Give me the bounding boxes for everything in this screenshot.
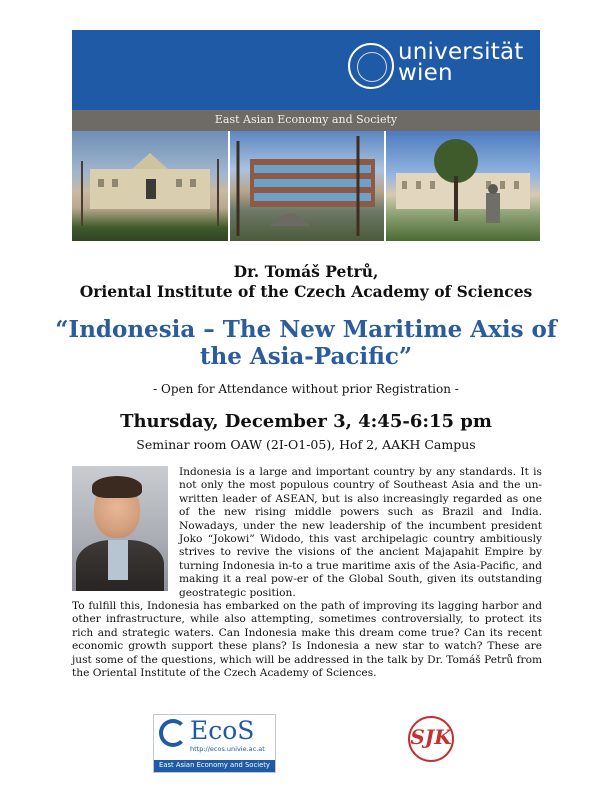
event-venue: Seminar room OAW (2I-O1-05), Hof 2, AAKH Campus bbox=[136, 437, 476, 452]
portrait-shirt bbox=[108, 540, 128, 580]
program-name: East Asian Economy and Society bbox=[214, 113, 398, 126]
speaker-block bbox=[0, 262, 612, 302]
campus-photo-statue-courtyard bbox=[386, 131, 540, 241]
attendance-note: - Open for Attendance without prior Registration - bbox=[153, 382, 459, 396]
university-name: universität wien bbox=[398, 39, 524, 86]
talk-title: “Indonesia – The New Maritime Axis of the Asia-Pacific” bbox=[55, 316, 557, 370]
ecos-logo-name: EcoS bbox=[190, 716, 255, 745]
sjk-emblem-mark: SJK bbox=[410, 725, 452, 749]
portrait-hair bbox=[92, 476, 142, 498]
event-datetime: Thursday, December 3, 4:45-6:15 pm bbox=[120, 411, 492, 432]
abstract-paragraph-1: Indonesia is a large and important country by any standards. It is not only the most populous country of Southeast Asia and the un-written leader of ASEAN, but is also increasingly regarded as one of the new rising middle powers such as Brazil and India. Nowadays, under the new leadership of the incumbent president Joko “Jokowi” Widodo, this vast archipelagic country ambitiously strives to revive the visions of the ancient Majapahit Empire by turning Indonesia in-to a true maritime axis of the Asia-Pacific, and making it a real pow-er of the Global South, given its outstanding geostrategic position. bbox=[179, 466, 542, 599]
campus-photo-modern-building-art bbox=[230, 131, 384, 241]
campus-photo-courtyard-art bbox=[72, 131, 228, 241]
university-seal-icon bbox=[348, 43, 394, 89]
ecos-swirl-icon bbox=[159, 719, 187, 747]
speaker-portrait bbox=[72, 466, 168, 591]
speaker-name: Dr. Tomáš Petrů, bbox=[233, 262, 379, 281]
campus-photo-statue-courtyard-art bbox=[386, 131, 540, 241]
campus-photo-modern-building bbox=[230, 131, 384, 241]
ecos-logo-url: http://ecos.univie.ac.at bbox=[190, 745, 265, 753]
speaker-affiliation: Oriental Institute of the Czech Academy of Sciences bbox=[79, 282, 533, 301]
campus-photo-courtyard bbox=[72, 131, 228, 241]
ecos-logo-tagline: East Asian Economy and Society bbox=[159, 761, 270, 769]
abstract-paragraph-2: To fulfill this, Indonesia has embarked on the path of improving its lagging harbor and other infrastructure, while also attempting, sometimes controversially, to protect its rich and strategic waters. Can Indonesia make this dream come true? Can its recent economic growth support these plans? Is Indonesia a new star to watch? These are just some of the questions, which will be addressed in the talk by Dr. Tomáš Petrů from the Oriental Institute of the Czech Academy of Sciences. bbox=[72, 600, 542, 680]
